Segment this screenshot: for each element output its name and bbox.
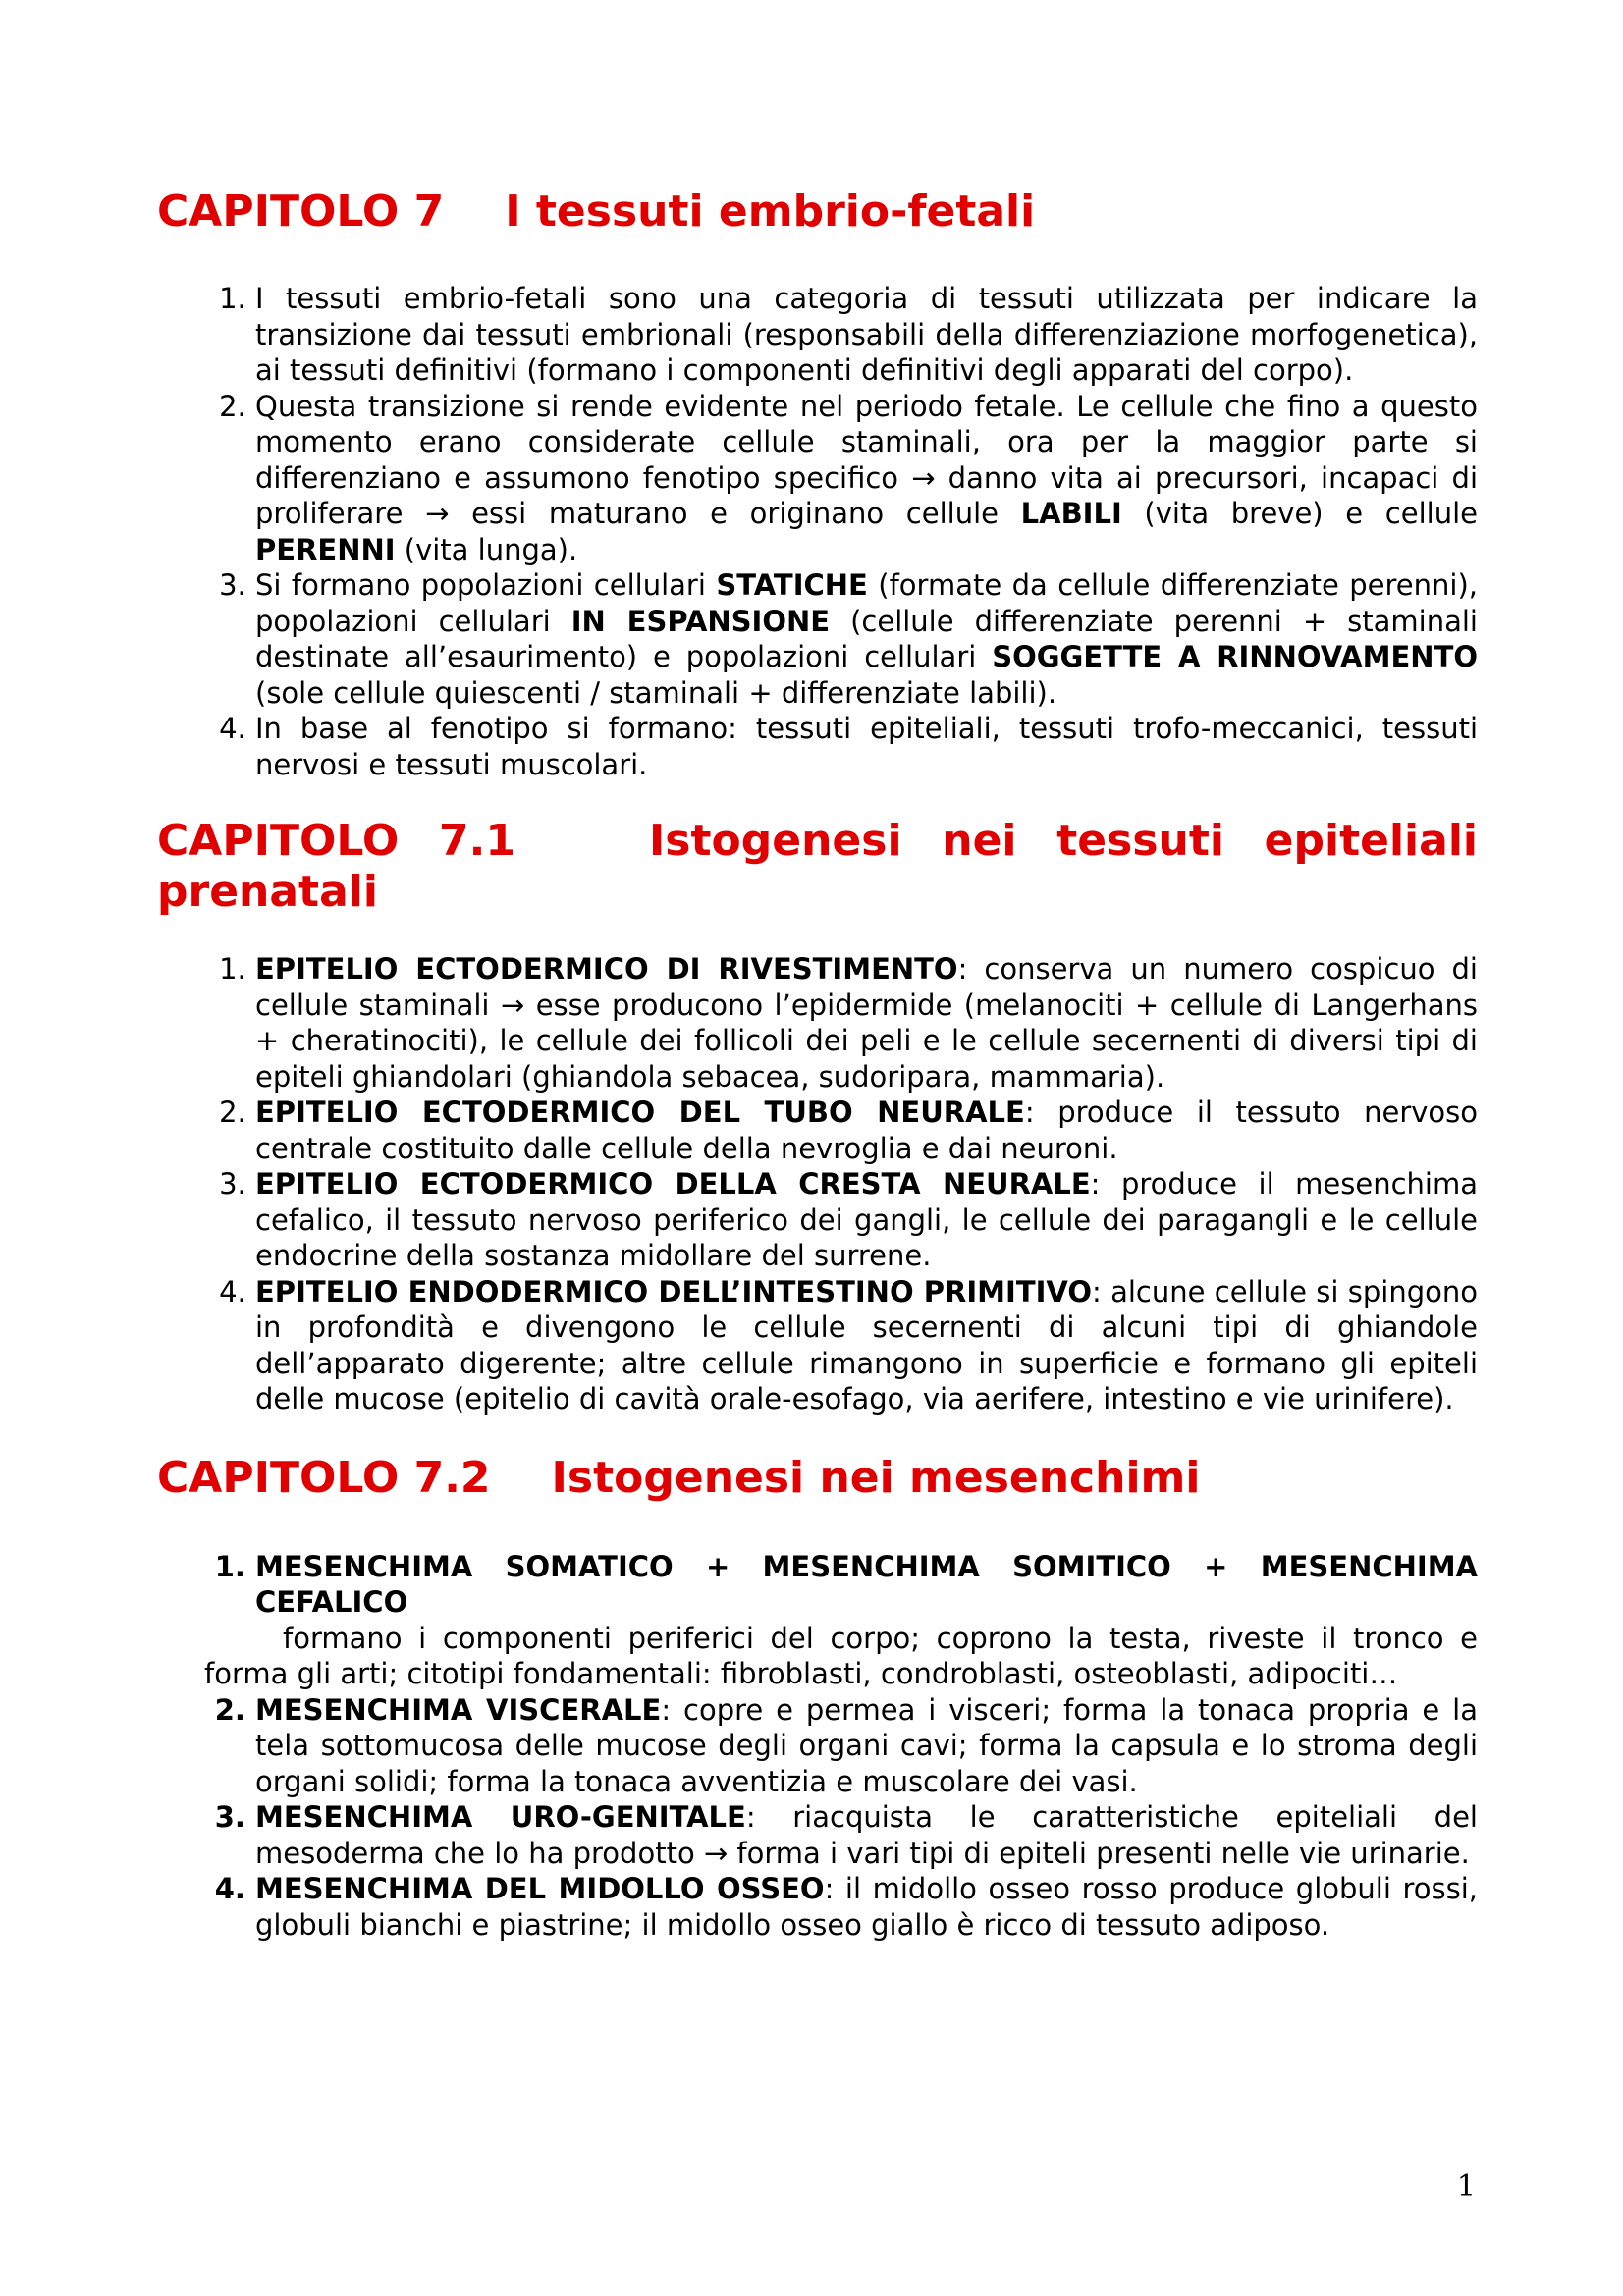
chapter-7-heading <box>157 187 1478 238</box>
chapter-7-1-list <box>157 951 1478 1417</box>
page-number: 1 <box>1456 2169 1476 2204</box>
chapter-7-number: CAPITOLO 7 <box>157 187 445 237</box>
list-item: 2. MESENCHIMA VISCERALE: copre e permea i visceri; forma la tonaca propria e la tela sottomucosa delle mucose degli organi cavi; forma la capsula e lo stroma degli organi solidi; forma la tonaca avventizia e muscolare dei vasi. <box>255 1692 1478 1800</box>
list-item: 3. Si formano popolazioni cellulari STATICHE (formate da cellule differenziate perenni), popolazioni cellulari IN ESPANSIONE (cellule differenziate perenni + staminali destinate all’esaurimento) e popolazioni cellulari SOGGETTE A RINNOVAMENTO (sole cellule quiescenti / staminali + differenziate labili). <box>255 567 1478 711</box>
chapter-7-2-list <box>157 1549 1478 1944</box>
chapter-7-title: I tessuti embrio-fetali <box>505 187 1036 237</box>
list-item: 2. EPITELIO ECTODERMICO DEL TUBO NEURALE: produce il tessuto nervoso centrale costituito dalle cellule della nevroglia e dai neuroni. <box>255 1095 1478 1166</box>
list-item: 3. MESENCHIMA URO-GENITALE: riacquista le caratteristiche epiteliali del mesoderma che lo ha prodotto → forma i vari tipi di epiteli presenti nelle vie urinarie. <box>255 1799 1478 1871</box>
list-item: 4. In base al fenotipo si formano: tessuti epiteliali, tessuti trofo-meccanici, tessuti nervosi e tessuti muscolari. <box>255 711 1478 782</box>
list-item-description: formano i componenti periferici del corpo; coprono la testa, riveste il tronco e forma gli arti; citotipi fondamentali: fibroblasti, condroblasti, osteoblasti, adipociti… <box>204 1621 1478 1690</box>
page-content <box>157 187 1478 1943</box>
chapter-7-1-heading <box>157 816 1478 918</box>
chapter-7-1-number: CAPITOLO 7.1 <box>157 816 515 866</box>
chapter-7-2-number: CAPITOLO 7.2 <box>157 1452 491 1503</box>
chapter-7-list <box>157 281 1478 782</box>
arrow-right-icon: → <box>911 460 936 495</box>
list-item: 2. Questa transizione si rende evidente nel periodo fetale. Le cellule che fino a questo momento erano considerate cellule staminali, ora per la maggior parte si differenziano e assumono fenotipo specifico → danno vita ai precursori, incapaci di proliferare → essi maturano e originano cellule LABILI (vita breve) e cellule PERENNI (vita lunga). <box>255 389 1478 568</box>
list-item: 1. EPITELIO ECTODERMICO DI RIVESTIMENTO: conserva un numero cospicuo di cellule staminali → esse producono l’epidermide (melanociti + cellule di Langerhans + cheratinociti), le cellule dei follicoli dei peli e le cellule secernenti di diversi tipi di epiteli ghiandolari (ghiandola sebacea, sudoripara, mammaria). <box>255 951 1478 1095</box>
list-item: 4. MESENCHIMA DEL MIDOLLO OSSEO: il midollo osseo rosso produce globuli rossi, globuli bianchi e piastrine; il midollo osseo giallo è ricco di tessuto adiposo. <box>255 1871 1478 1943</box>
arrow-right-icon: → <box>500 988 525 1022</box>
list-item: 1. MESENCHIMA SOMATICO + MESENCHIMA SOMITICO + MESENCHIMA CEFALICO formano i componenti periferici del corpo; coprono la testa, riveste il tronco e forma gli arti; citotipi fondamentali: fibroblasti, condroblasti, osteoblasti, adipociti… <box>255 1549 1478 1692</box>
arrow-right-icon: → <box>703 1836 729 1870</box>
chapter-7-1-title: Istogenesi nei tessuti epiteliali prenatali <box>157 816 1478 917</box>
list-item: 1. I tessuti embrio-fetali sono una categoria di tessuti utilizzata per indicare la transizione dai tessuti embrionali (responsabili della differenziazione morfogenetica), ai tessuti definitivi (formano i componenti definitivi degli apparati del corpo). <box>255 281 1478 389</box>
list-item: 3. EPITELIO ECTODERMICO DELLA CRESTA NEURALE: produce il mesenchima cefalico, il tessuto nervoso periferico dei gangli, le cellule dei paragangli e le cellule endocrine della sostanza midollare del surrene. <box>255 1166 1478 1274</box>
arrow-right-icon: → <box>425 497 450 530</box>
chapter-7-2-heading <box>157 1453 1478 1504</box>
list-item: 4. EPITELIO ENDODERMICO DELL’INTESTINO PRIMITIVO: alcune cellule si spingono in profondità e divengono le cellule secernenti di alcuni tipi di ghiandole dell’apparato digerente; altre cellule rimangono in superficie e formano gli epiteli delle mucose (epitelio di cavità orale-esofago, via aerifere, intestino e vie urinifere). <box>255 1274 1478 1417</box>
chapter-7-2-title: Istogenesi nei mesenchimi <box>551 1452 1201 1503</box>
